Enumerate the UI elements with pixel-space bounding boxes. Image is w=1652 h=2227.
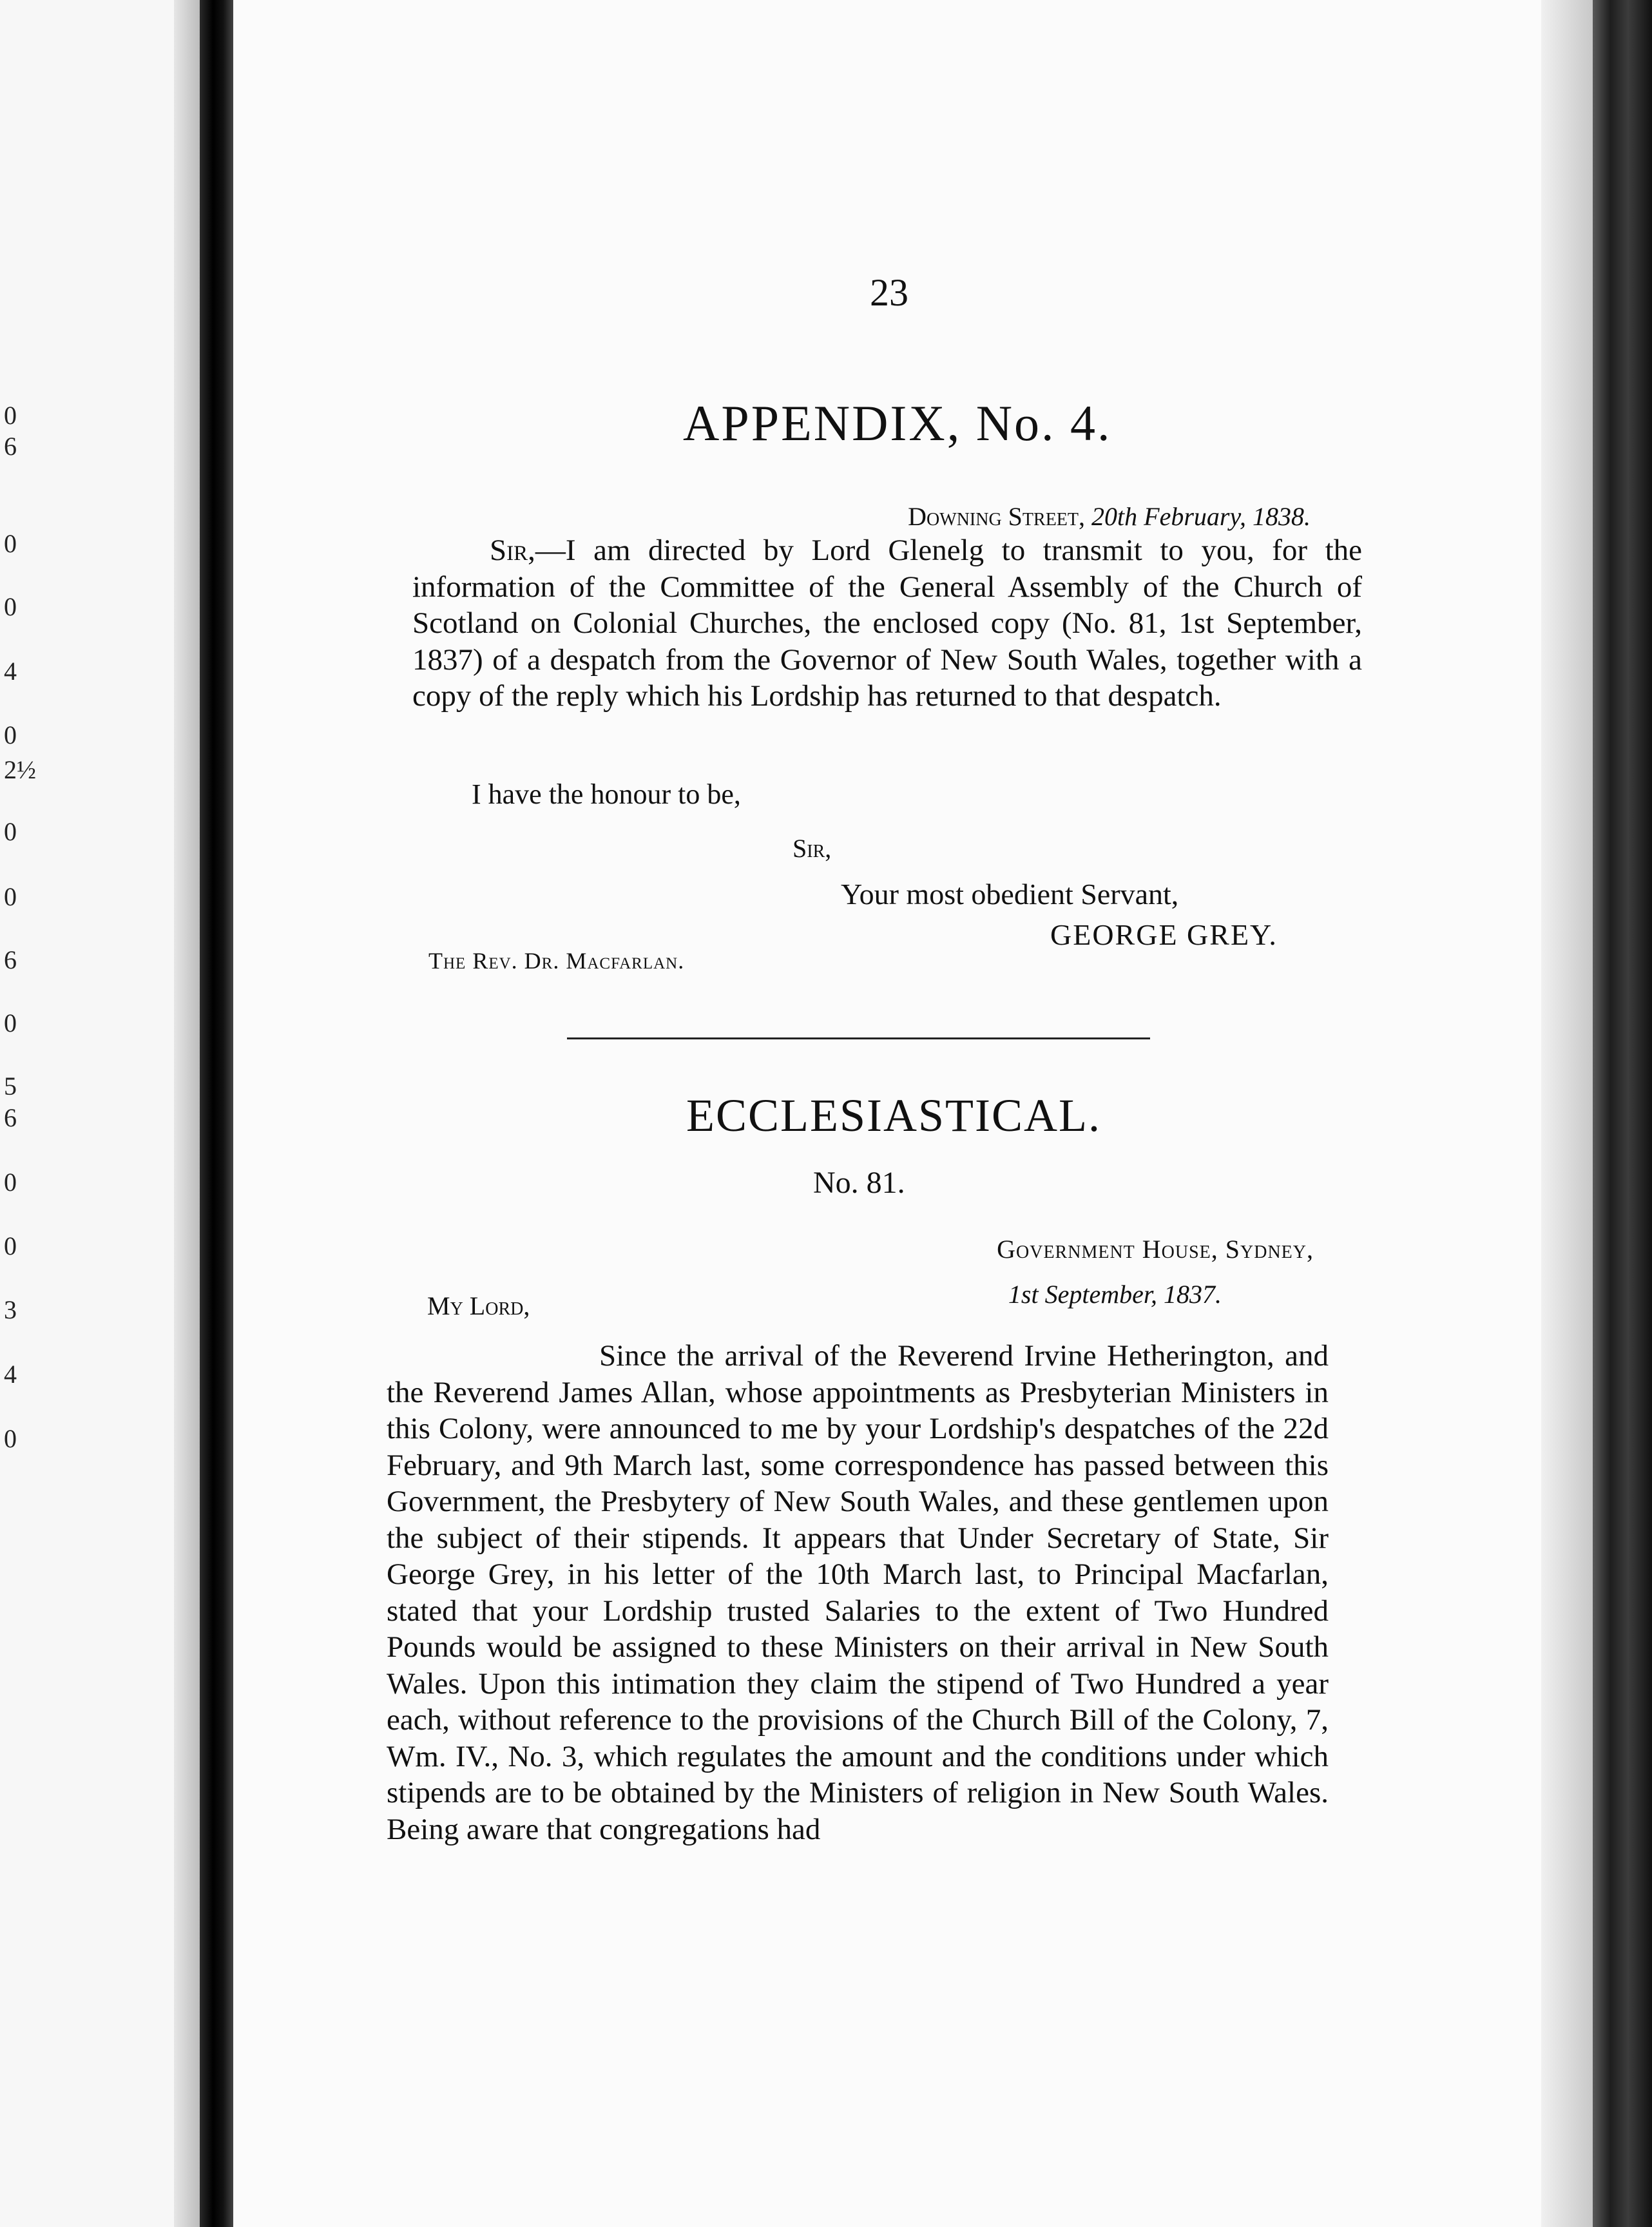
letter2-body (387, 1338, 1329, 1847)
margin-number: 4 (4, 1360, 17, 1389)
margin-number: 0 (4, 1424, 17, 1453)
section-divider (567, 1037, 1150, 1039)
letter2-dateline-date: 1st September, 1837. (1008, 1280, 1222, 1309)
margin-number: 6 (4, 945, 17, 974)
despatch-number: No. 81. (813, 1166, 905, 1200)
margin-number: 0 (4, 529, 17, 558)
appendix-heading: APPENDIX, No. 4. (683, 395, 1112, 451)
margin-number: 0 (4, 592, 17, 621)
letter1-dateline-place: Downing Street, (908, 502, 1086, 531)
letter1-dateline-date: 20th February, 1838. (1091, 502, 1311, 531)
margin-number: 0 (4, 1231, 17, 1260)
margin-number: 0 (4, 817, 17, 846)
closing-sir: Sir, (792, 834, 832, 863)
margin-number: 2½ (4, 755, 36, 784)
letter1-body (412, 532, 1362, 715)
page-number: 23 (870, 271, 908, 314)
book-right-edge (1593, 0, 1652, 2227)
letter2-body-text: Since the arrival of the Reverend Irvine Hetherington, and the Reverend James Allan, whose appointments as Presbyterian Ministers in this Colony, were announced to me by your Lordship's despatches of the 22d February, and 9th March last, some correspondence has passed between this Government, the Presbytery of New South Wales, and these gentlemen upon the subject of their stipends. It appears that Under Secretary of State, Sir George Grey, in his letter of the 10th March last, to Principal Macfarlan, stated that your Lordship trusted Salaries to the extent of Two Hundred Pounds would be assigned to these Ministers on their arrival in New South Wales. Upon this intimation they claim the stipend of Two Hundred a year each, without reference to the provisions of the Church Bill of the Colony, 7, Wm. IV., No. 3, which regulates the amount and the conditions under which stipends are to be obtained by the Ministers of religion in New South Wales. Being aware that congregations had (387, 1339, 1329, 1846)
margin-number: 3 (4, 1295, 17, 1324)
margin-number: 6 (4, 432, 17, 461)
margin-number: 5 (4, 1072, 17, 1101)
page-edge-shadow (1541, 0, 1593, 2227)
letter1-body-text: —I am directed by Lord Glenelg to transmit to you, for the information of the Committee of the General Assembly of the Church of Scotland on Colonial Churches, the enclosed copy (No. 81, 1st September, 1837) of a despatch from the Governor of New South Wales, together with a copy of the reply which his Lordship has returned to that despatch. (412, 534, 1362, 713)
closing-servant: Your most obedient Servant, (841, 878, 1179, 911)
left-page-shadow (174, 0, 200, 2227)
margin-number: 4 (4, 657, 17, 686)
margin-number: 0 (4, 720, 17, 749)
left-page-fragment (0, 0, 200, 2227)
addressee: The Rev. Dr. Macfarlan. (428, 948, 685, 974)
signature: GEORGE GREY. (1050, 918, 1278, 951)
book-gutter (200, 0, 233, 2227)
closing-line: I have the honour to be, (472, 778, 741, 810)
margin-number: 6 (4, 1103, 17, 1132)
section-heading: ECCLESIASTICAL. (686, 1090, 1102, 1141)
margin-number: 0 (4, 882, 17, 911)
margin-number: 0 (4, 1008, 17, 1037)
letter1-dateline (908, 501, 1311, 532)
margin-number: 0 (4, 401, 17, 430)
letter1-salutation: Sir, (490, 534, 535, 567)
letter2-salutation: My Lord, (427, 1291, 530, 1320)
margin-number: 0 (4, 1168, 17, 1197)
letter2-dateline-place: Government House, Sydney, (997, 1235, 1314, 1264)
